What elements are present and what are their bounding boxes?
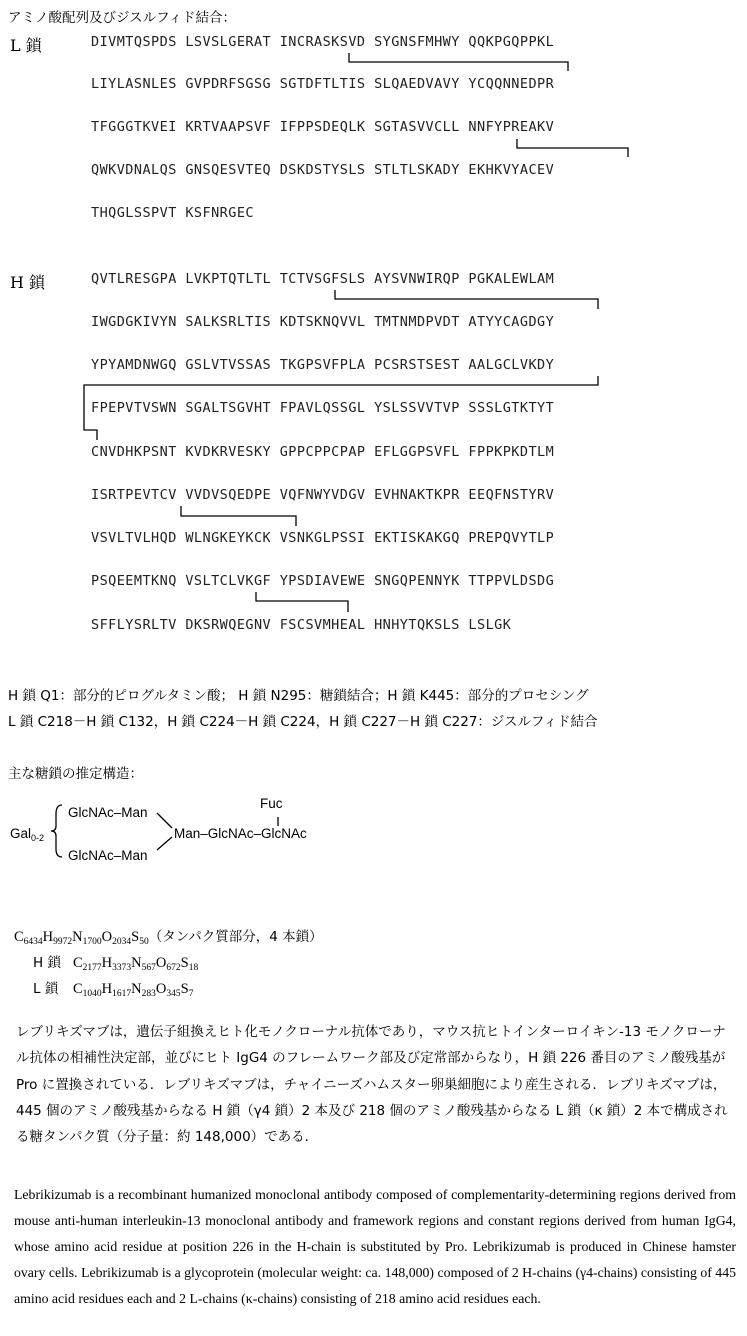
glycan-branch-upper: GlcNAc–Man	[68, 805, 148, 820]
heavy-chain-row: PSQEEMTKNQ VSLTCLVKGF YPSDIAVEWE SNGQPENNYK TTPPVLDSDG	[91, 573, 555, 589]
heavy-chain-row: FPEPVTVSWN SGALTSGVHT FPAVLQSSGL YSLSSVVTVP SSSLGTKTYT	[91, 400, 555, 416]
element-count: 18	[188, 963, 199, 973]
element-symbol: S	[180, 981, 189, 997]
element-count: 672	[166, 963, 181, 973]
formula-h-label: H 鎖	[33, 955, 61, 971]
formula-h-chain	[73, 955, 198, 971]
heavy-chain-row: QVTLRESGPA LVKPTQTLTL TCTVSGFSLS AYSVNWIRQP PGKALEWLAM	[91, 271, 555, 287]
heavy-chain-row: CNVDHKPSNT KVDKRVESKY GPPCPPCPAP EFLGGPSVFL FPPKPKDTLM	[91, 444, 555, 460]
disulfide-bond	[256, 592, 348, 612]
element-count: 1617	[112, 989, 132, 999]
glycan-core: Man–GlcNAc–GlcNAc	[174, 826, 307, 841]
element-count: 1700	[82, 937, 102, 947]
formula-h-row	[33, 951, 198, 973]
disulfide-bond	[349, 53, 568, 71]
disulfide-bond	[517, 139, 628, 157]
glycan-fucose: Fuc	[260, 796, 283, 811]
description-japanese: レブリキズマブは，遺伝子組換えヒト化モノクローナル抗体であり，マウス抗ヒトインターロイキン-13 モノクローナル抗体の相補性決定部，並びにヒト IgG4 のフレームワーク部及び定常部からなり，H 鎖 226 番目のアミノ酸残基が Pro に置換されている．レブリキズマブは，チャイニーズハムスター卵巣細胞により産生される．レブリキズマブは，445 個のアミノ酸残基からなる H 鎖（γ4 鎖）2 本及び 218 個のアミノ酸残基からなる L 鎖（κ 鎖）2 本で構成される糖タンパク質（分子量：約 148,000）である．	[16, 1024, 728, 1146]
formula-l-chain	[73, 981, 193, 997]
disulfide-bond	[84, 376, 598, 440]
light-chain-label: L 鎖	[10, 36, 42, 55]
heavy-chain-row: VSVLTVLHQD WLNGKEYKCK VSNKGLPSSI EKTISKAKGQ PREPQVYTLP	[91, 530, 555, 546]
glycan-gal: Gal$_{0-2}$	[10, 826, 45, 843]
formula-total-row	[14, 925, 323, 947]
light-chain-row: LIYLASNLES GVPDRFSGSG SGTDFTLTIS SLQAEDVAVY YCQQNNEDPR	[91, 76, 555, 92]
heavy-chain-row: ISRTPEVTCV VVDVSQEDPE VQFNWYVDGV EVHNAKTKPR EEQFNSTYRV	[91, 487, 555, 503]
formula-total-note: （タンパク質部分，4 本鎖）	[148, 929, 323, 945]
formula-total	[14, 929, 149, 945]
element-count: 9972	[53, 937, 73, 947]
modification-note: H 鎖 Q1：部分的ピログルタミン酸； H 鎖 N295：糖鎖結合；H 鎖 K445：部分的プロセシング	[8, 688, 589, 704]
element-symbol: S	[131, 929, 140, 945]
disulfide-bond-lines	[0, 0, 747, 660]
light-chain-row: THQGLSSPVT KSFNRGEC	[91, 205, 254, 221]
element-symbol: C	[14, 929, 24, 945]
heavy-chain-row: SFFLYSRLTV DKSRWQEGNV FSCSVMHEAL HNHYTQKSLS LSLGK	[91, 617, 512, 633]
element-symbol: N	[72, 929, 83, 945]
element-count: 3373	[112, 963, 132, 973]
element-symbol: S	[180, 955, 189, 971]
element-count: 567	[141, 963, 156, 973]
element-count: 50	[139, 937, 149, 947]
element-count: 283	[141, 989, 156, 999]
element-symbol: C	[73, 981, 83, 997]
element-symbol: N	[131, 981, 142, 997]
element-symbol: O	[101, 929, 113, 945]
element-symbol: N	[131, 955, 142, 971]
element-symbol: O	[155, 955, 167, 971]
element-count: 7	[188, 989, 194, 999]
formula-l-row	[33, 977, 193, 999]
glycan-heading: 主な糖鎖の推定構造：	[8, 766, 143, 782]
disulfide-bond	[181, 506, 296, 526]
element-count: 2177	[82, 963, 102, 973]
element-symbol: H	[101, 981, 113, 997]
glycan-branch-lower: GlcNAc–Man	[68, 848, 148, 863]
element-count: 6434	[23, 937, 43, 947]
element-count: 2034	[112, 937, 132, 947]
element-symbol: H	[42, 929, 54, 945]
element-count: 1040	[82, 989, 102, 999]
sequence-heading: アミノ酸配列及びジスルフィド結合：	[8, 10, 237, 26]
formula-l-label: L 鎖	[33, 981, 59, 997]
element-count: 345	[166, 989, 181, 999]
disulfide-note: L 鎖 C218－H 鎖 C132，H 鎖 C224－H 鎖 C224，H 鎖 C227－H 鎖 C227：ジスルフィド結合	[8, 714, 598, 730]
description-english: Lebrikizumab is a recombinant humanized monoclonal antibody composed of complementarity-determining regions derived from mouse anti-human interleukin-13 monoclonal antibody and framework regions and constant regions derived from human IgG4, whose amino acid residue at position 226 in the H-chain is substituted by Pro. Lebrikizumab is produced in Chinese hamster ovary cells. Lebrikizumab is a glycoprotein (molecular weight: ca. 148,000) composed of 2 H-chains (γ4-chains) consisting of 445 amino acid residues each and 2 L-chains (κ-chains) consisting of 218 amino acid residues each.	[14, 1187, 736, 1306]
element-symbol: O	[155, 981, 167, 997]
heavy-chain-label: H 鎖	[10, 273, 46, 292]
disulfide-bond	[335, 290, 598, 309]
element-symbol: H	[101, 955, 113, 971]
light-chain-row: QWKVDNALQS GNSQESVTEQ DSKDSTYSLS STLTLSKADY EKHKVYACEV	[91, 162, 555, 178]
light-chain-row: DIVMTQSPDS LSVSLGERAT INCRASKSVD SYGNSFMHWY QQKPGQPPKL	[91, 34, 555, 50]
light-chain-row: TFGGGTKVEI KRTVAAPSVF IFPPSDEQLK SGTASVVCLL NNFYPREAKV	[91, 119, 555, 135]
heavy-chain-row: YPYAMDNWGQ GSLVTVSSAS TKGPSVFPLA PCSRSTSEST AALGCLVKDY	[91, 357, 555, 373]
heavy-chain-row: IWGDGKIVYN SALKSRLTIS KDTSKNQVVL TMTNMDPVDT ATYYCAGDGY	[91, 314, 555, 330]
element-symbol: C	[73, 955, 83, 971]
